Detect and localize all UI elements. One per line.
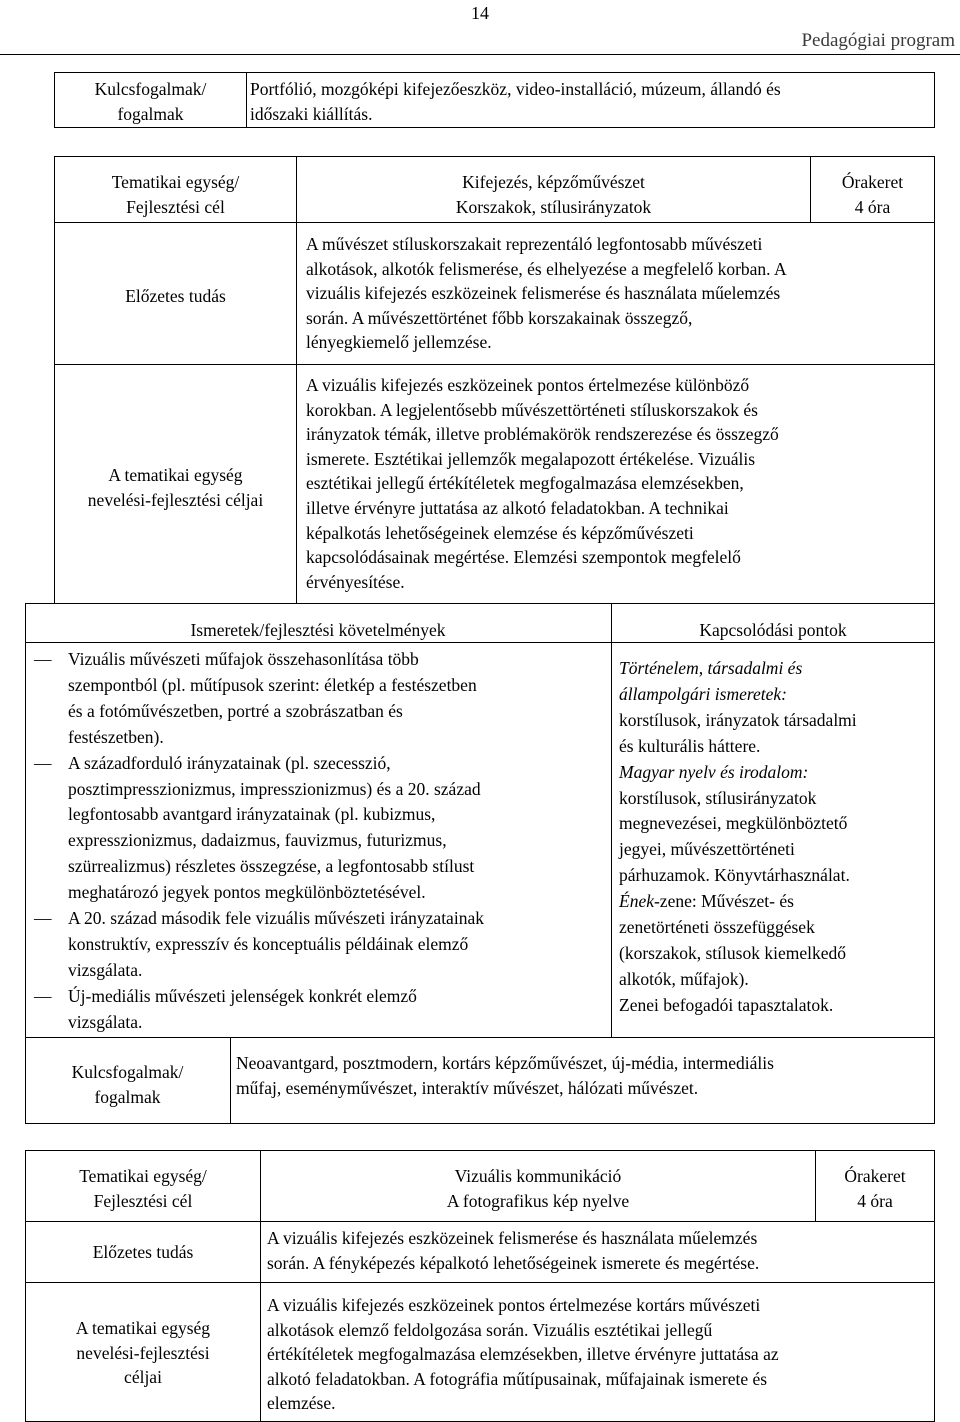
connection-line: korstílusok, irányzatok társadalmi <box>619 709 857 730</box>
requirements-header: Ismeretek/fejlesztési követelmények <box>190 620 446 640</box>
prior-line: lényegkiemelő jellemzése. <box>306 332 492 352</box>
connection-line: Magyar nyelv és irodalom: <box>619 761 809 782</box>
hours-label: Órakeret <box>841 172 904 192</box>
connection-line: Történelem, társadalmi és <box>619 658 803 678</box>
connections-header: Kapcsolódási pontok <box>699 620 847 640</box>
requirement-line: expresszionizmus, dadaizmus, fauvizmus, futurizmus, <box>68 830 447 851</box>
goals-text <box>306 373 931 594</box>
requirement-item <box>68 647 608 751</box>
unit-title-line: Kifejezés, képzőművészet <box>462 172 645 192</box>
requirement-item <box>68 984 608 1036</box>
keywords-text-2 <box>236 1051 932 1100</box>
hours-value: 4 óra <box>854 196 891 217</box>
prior2-text <box>267 1226 932 1275</box>
prior-knowledge-text <box>306 232 931 355</box>
connections-list <box>619 656 931 1019</box>
header-rule <box>0 54 960 55</box>
requirement-item <box>68 906 608 984</box>
requirements-list <box>68 647 608 1036</box>
divider <box>246 72 247 128</box>
requirement-item <box>68 751 608 906</box>
goals-line: korokban. A legjelentősebb művészettörténeti stíluskorszakok és <box>306 399 758 420</box>
requirement-line: vizsgálata. <box>68 959 143 980</box>
prior2-label: Előzetes tudás <box>92 1242 194 1262</box>
prior-knowledge-label: Előzetes tudás <box>125 286 226 306</box>
prior-line: során. A művészettörténet főbb korszakainak összegző, <box>306 307 693 328</box>
goals-line: ismerete. Esztétikai jellemzők megalapozott értékelése. Vizuális <box>306 448 756 469</box>
connection-line: zenetörténeti összefüggések <box>619 917 815 938</box>
goals-line: esztétikai jellegű értékítéletek megfogalmazása elemzésekben, <box>306 473 744 494</box>
goals-label <box>54 463 297 512</box>
goals-line: kapcsolódásainak megértése. Elemzési szempontok megfelelő <box>306 547 741 568</box>
unit2-label-line: Tematikai egység/ <box>79 1166 207 1186</box>
hours <box>810 170 935 219</box>
keywords-label-line: fogalmak <box>94 1086 161 1107</box>
unit2-label-line: Fejlesztési cél <box>93 1190 193 1211</box>
unit-label-line: Tematikai egység/ <box>111 172 240 192</box>
keywords-text-line: műfaj, eseményművészet, interaktív művészet, hálózati művészet. <box>236 1077 699 1098</box>
requirement-line: és a fotóművészetben, portré a szobrászatban és <box>68 700 403 721</box>
requirement-line: — Új-mediális művészeti jelenségek konkrét elemző <box>68 985 417 1006</box>
goals-line: képalkotás lehetőségeinek elemzése és képzőművészeti <box>306 522 694 543</box>
goals-line: illetve érvényre juttatása az alkotó feladatokban. A technikai <box>306 497 729 518</box>
connection-line: korstílusok, stílusirányzatok <box>619 787 817 808</box>
keywords-label-line: Kulcsfogalmak/ <box>94 79 207 99</box>
goals2-line: A vizuális kifejezés eszközeinek pontos értelmezése kortárs művészeti <box>267 1295 761 1315</box>
requirement-line: posztimpresszionizmus, impresszionizmus) és a 20. század <box>68 778 481 799</box>
unit-label-line: Fejlesztési cél <box>126 196 225 217</box>
connection-line: alkotók, műfajok). <box>619 968 749 989</box>
unit2-title-line: Vizuális kommunikáció <box>454 1166 622 1186</box>
goals-line: irányzatok témák, illetve problémakörök rendszerezése és összegző <box>306 424 779 445</box>
goals-line: érvényesítése. <box>306 571 405 592</box>
goals-label-line: A tematikai egység <box>108 465 243 485</box>
goals2-label <box>25 1316 261 1390</box>
prior-line: alkotások, alkotók felismerése, és elhelyezése a megfelelő korban. A <box>306 258 787 279</box>
requirement-line: szürrealizmus) részletes összegzése, a legfontosabb stílust <box>68 856 475 877</box>
connection-line: párhuzamok. Könyvtárhasználat. <box>619 865 850 886</box>
connection-line: megnevezései, megkülönböztető <box>619 813 848 834</box>
connection-line: Zenei befogadói tapasztalatok. <box>619 994 834 1015</box>
keywords-label-2 <box>25 1060 230 1109</box>
keywords-text-line: Portfólió, mozgóképi kifejezőeszköz, video-installáció, múzeum, állandó és <box>250 79 781 99</box>
connection-line: és kulturális háttere. <box>619 735 761 756</box>
hours2-value: 4 óra <box>857 1190 893 1211</box>
prior2-line: A vizuális kifejezés eszközeinek felismerése és használata műelemzés <box>267 1228 758 1248</box>
goals-label-line: nevelési-fejlesztési céljai <box>87 489 264 510</box>
prior-line: vizuális kifejezés eszközeinek felismerése és használata műelemzés <box>306 283 781 303</box>
requirement-line: — A századforduló irányzatainak (pl. szecesszió, <box>68 752 391 773</box>
requirement-line: legfontosabb avantgard irányzatainak (pl. kubizmus, <box>68 804 436 825</box>
goals2-line: alkotó feladatokban. A fotográfia műtípusainak, műfajainak ismerete és <box>267 1368 768 1389</box>
goals2-label-line: A tematikai egység <box>75 1318 211 1338</box>
requirement-line: — Vizuális művészeti műfajok összehasonlítása több <box>68 649 419 669</box>
unit2-title-line: A fotografikus kép nyelve <box>446 1190 630 1211</box>
keywords-text-line: időszaki kiállítás. <box>250 103 373 124</box>
hours2 <box>815 1164 935 1213</box>
connection-line: (korszakok, stílusok kiemelkedő <box>619 942 846 963</box>
requirement-line: — A 20. század második fele vizuális művészeti irányzatainak <box>68 908 484 929</box>
requirement-line: konstruktív, expresszív és konceptuális példáinak elemző <box>68 933 469 954</box>
unit2-label <box>25 1164 261 1213</box>
hours2-label: Órakeret <box>844 1166 906 1186</box>
goals2-label-line: céljai <box>124 1367 162 1387</box>
keywords-divider <box>230 1037 231 1124</box>
unit2-title <box>260 1164 816 1213</box>
goals2-text <box>267 1293 932 1416</box>
requirement-line: meghatározó jegyek pontos megkülönböztetésével. <box>68 882 426 903</box>
page-number: 14 <box>471 3 489 23</box>
goals2-label-line: nevelési-fejlesztési <box>76 1342 210 1363</box>
requirements-divider <box>611 603 612 1038</box>
header-title: Pedagógiai program <box>801 30 955 51</box>
connection-line: Ének-zene: Művészet- és <box>619 891 794 912</box>
unit-title <box>296 170 811 219</box>
goals-line: A vizuális kifejezés eszközeinek pontos értelmezése különböző <box>306 375 750 395</box>
goals2-line: elemzése. <box>267 1393 336 1413</box>
keywords-text <box>250 77 932 126</box>
keywords-label <box>55 77 246 126</box>
unit-label <box>54 170 297 219</box>
keywords-label-line: Kulcsfogalmak/ <box>71 1062 184 1082</box>
goals2-line: értékítéletek megfogalmazása elemzésekben, illetve érvényre juttatása az <box>267 1344 779 1364</box>
subject-name: Ének <box>619 891 654 912</box>
requirement-line: szempontból (pl. műtípusok szerint: életkép a festészetben <box>68 674 477 695</box>
connection-line: jegyei, művészettörténeti <box>619 839 795 860</box>
prior-line: A művészet stíluskorszakait reprezentáló legfontosabb művészeti <box>306 234 763 254</box>
keywords-text-line: Neoavantgard, posztmodern, kortárs képzőművészet, új-média, intermediális <box>236 1053 774 1073</box>
connection-line: állampolgári ismeretek: <box>619 683 788 704</box>
keywords-label-line: fogalmak <box>117 103 184 124</box>
unit-title-line: Korszakok, stílusirányzatok <box>455 196 652 217</box>
requirement-line: vizsgálata. <box>68 1011 143 1032</box>
goals2-line: alkotások elemző feldolgozása során. Vizuális esztétikai jellegű <box>267 1319 713 1340</box>
prior2-line: során. A fényképezés képalkotó lehetőségeinek ismerete és megértése. <box>267 1252 760 1273</box>
requirement-line: festészetben). <box>68 726 164 747</box>
